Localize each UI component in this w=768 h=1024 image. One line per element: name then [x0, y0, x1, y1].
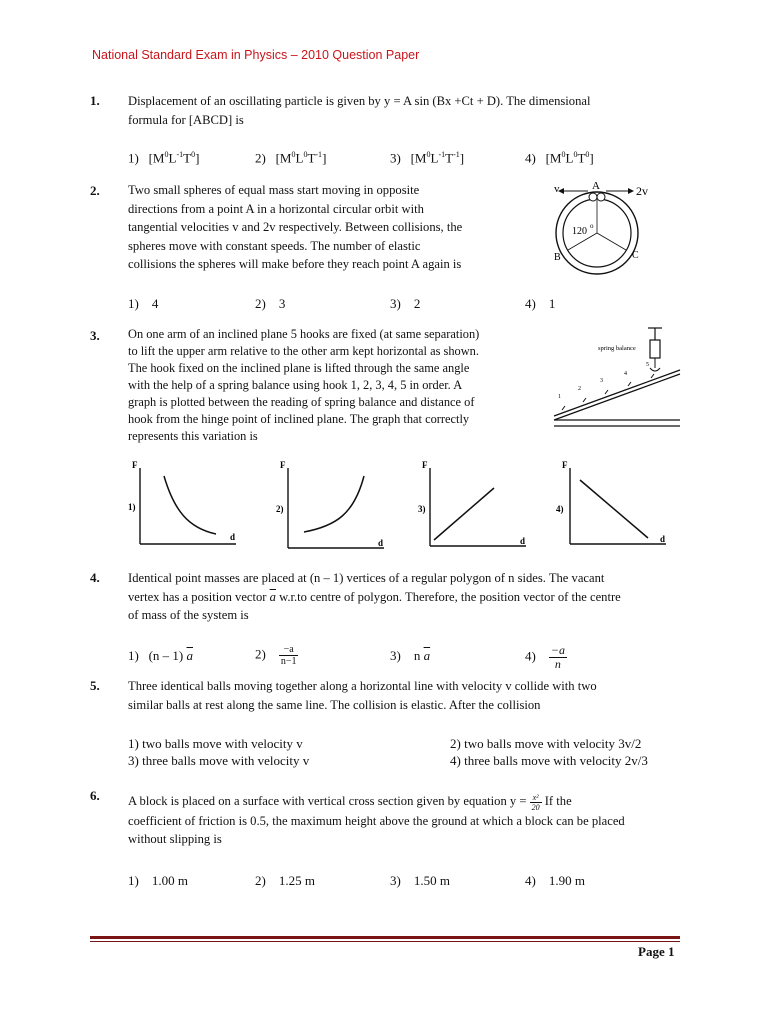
question-4-line-2 — [128, 588, 621, 607]
question-3-line-6: hook from the hinge point of inclined plane. The graph that correctly — [128, 412, 470, 426]
question-4-option-2[interactable] — [255, 644, 298, 667]
option-number: 1) — [128, 296, 139, 311]
question-6-line-1 — [128, 792, 625, 812]
option-number: 3) — [390, 873, 401, 888]
option-value: 4 — [151, 296, 159, 311]
option-close: ] — [459, 150, 465, 166]
option-number: 1) — [128, 648, 139, 663]
question-6-option-2[interactable] — [255, 873, 315, 889]
question-2-line-5: collisions the spheres will make before they reach point A again is — [128, 257, 462, 271]
footer-divider-thin — [90, 941, 680, 942]
label-angle: 120 — [572, 226, 587, 237]
option-value: 1.25 m — [278, 873, 315, 888]
option-value: 1.90 m — [548, 873, 585, 888]
label-b: B — [554, 252, 561, 263]
question-5-option-1[interactable]: 1) two balls move with velocity v — [128, 736, 303, 751]
document-header-title: National Standard Exam in Physics – 2010 Question Paper — [92, 48, 420, 62]
option-exp-m: 0 — [291, 150, 296, 159]
question-1-option-1[interactable] — [128, 150, 199, 166]
spring-balance-icon — [650, 340, 660, 358]
option-dim-m: [M — [275, 150, 292, 166]
linear-increasing-line — [434, 488, 494, 540]
increasing-curve — [304, 476, 364, 532]
question-3-line-7: represents this variation is — [128, 429, 258, 443]
question-1-text — [128, 92, 590, 129]
question-5-option-2[interactable]: 2) two balls move with velocity 3v/2 — [450, 736, 642, 751]
y-label: F — [132, 460, 138, 470]
hook-label-2: 2 — [578, 386, 581, 392]
question-2-line-3: tangential velocities v and 2v respectively. Between collisions, the — [128, 220, 463, 234]
option-dim-l: L — [295, 150, 304, 166]
option-number: 1) — [128, 150, 139, 166]
question-3-line-5: graph is plotted between the reading of spring balance and distance of — [128, 395, 475, 409]
question-6-option-4[interactable] — [525, 873, 585, 889]
hook-icon — [650, 368, 660, 371]
decreasing-curve — [164, 476, 216, 534]
hook-label-4: 4 — [624, 371, 627, 377]
option-value: 1 — [548, 296, 556, 311]
footer-divider-thick — [90, 936, 680, 939]
label-degree: o — [590, 222, 594, 230]
fraction — [279, 644, 299, 667]
line-2-pre: vertex has a position vector — [128, 589, 270, 604]
graph-option-1[interactable] — [126, 458, 246, 554]
denominator: n — [554, 657, 561, 671]
question-6-option-3[interactable] — [390, 873, 450, 889]
option-exp-t: 0 — [191, 150, 196, 159]
equation-numerator: x² — [530, 793, 542, 803]
option-value: 1.00 m — [151, 873, 188, 888]
option-dim-l: L — [168, 150, 177, 166]
question-2-number: 2. — [90, 183, 100, 198]
option-number: 3) — [390, 150, 401, 166]
question-3-line-2: to lift the upper arm relative to the other arm kept horizontal as shown. — [128, 344, 479, 358]
option-pre: (n – 1) — [148, 648, 187, 663]
option-number: 3) — [390, 648, 401, 663]
y-label: F — [422, 460, 428, 470]
question-4-option-1[interactable] — [128, 648, 193, 664]
option-exp-m: 0 — [561, 150, 566, 159]
option-number: 1) — [128, 873, 139, 888]
question-4-text — [128, 569, 621, 625]
option-number: 2) — [255, 296, 266, 311]
label-2v: 2v — [636, 184, 648, 198]
question-2-text — [128, 181, 462, 274]
option-exp-t: -1 — [315, 150, 323, 159]
hook-label-5: 5 — [646, 362, 649, 368]
question-4-line-1: Identical point masses are placed at (n – 1) vertices of a regular polygon of n sides. The vacant — [128, 571, 605, 585]
question-4-option-3[interactable] — [390, 648, 430, 664]
question-6-option-1[interactable] — [128, 873, 188, 889]
sphere-right — [597, 193, 605, 201]
question-3-line-1: On one arm of an inclined plane 5 hooks are fixed (at same separation) — [128, 327, 480, 341]
circular-orbit-figure — [548, 180, 658, 276]
question-6-line-2: coefficient of friction is 0.5, the maximum height above the ground at which a block can be placed — [128, 813, 625, 828]
question-5-line-2: similar balls at rest along the same line. The collision is elastic. After the collision — [128, 697, 541, 712]
question-5-number: 5. — [90, 678, 100, 693]
equation-fraction — [530, 793, 542, 812]
question-2-option-4[interactable] — [525, 296, 555, 312]
option-exp-m: 0 — [426, 150, 431, 159]
option-exp-l: 0 — [573, 150, 578, 159]
question-2-option-2[interactable] — [255, 296, 285, 312]
hook-label-3: 3 — [600, 378, 603, 384]
option-value: 1.50 m — [413, 873, 450, 888]
graph-option-3[interactable] — [416, 458, 536, 554]
option-exp-l: -1 — [438, 150, 446, 159]
line-1-post: If the — [541, 794, 572, 808]
graph-number: 1) — [128, 502, 136, 512]
option-dim-t: T — [445, 150, 454, 166]
option-value: 2 — [413, 296, 421, 311]
question-4-line-3: of mass of the system is — [128, 608, 249, 622]
question-2-line-1: Two small spheres of equal mass start moving in opposite — [128, 183, 420, 197]
question-6-number: 6. — [90, 788, 100, 803]
option-dim-l: L — [565, 150, 574, 166]
question-1-line-1: Displacement of an oscillating particle is given by y = A sin (Bx +Ct + D). The dimensional — [128, 94, 591, 108]
x-label: d — [660, 534, 666, 544]
x-label: d — [378, 538, 384, 548]
spring-balance-label: spring balance — [598, 345, 636, 352]
y-label: F — [280, 460, 286, 470]
inclined-arm-top — [554, 370, 680, 416]
question-1-option-3[interactable] — [390, 150, 464, 166]
vector-a: $\overline{a}$ — [423, 648, 431, 663]
option-exp-m: 0 — [164, 150, 169, 159]
option-close: ] — [589, 150, 594, 166]
question-6-text — [128, 792, 625, 849]
arrowhead-2v — [628, 188, 634, 194]
option-dim-t: T — [307, 150, 316, 166]
option-number: 3) — [390, 296, 401, 311]
question-1-option-4[interactable] — [525, 150, 594, 166]
fraction — [549, 644, 567, 671]
label-c: C — [632, 250, 639, 261]
option-dim-t: T — [183, 150, 192, 166]
x-label: d — [230, 532, 236, 542]
vector-a: $\overline{a}$ — [186, 648, 194, 663]
option-dim-m: [M — [148, 150, 165, 166]
y-label: F — [562, 460, 568, 470]
option-dim-t: T — [577, 150, 586, 166]
question-2-line-2: directions from a point A in a horizontal circular orbit with — [128, 201, 424, 216]
label-v: v — [554, 183, 560, 195]
question-5-option-3[interactable]: 3) three balls move with velocity v — [128, 753, 310, 768]
option-close: ] — [195, 150, 200, 166]
question-1-number: 1. — [90, 93, 100, 108]
graph-option-4[interactable] — [556, 458, 676, 554]
question-2-option-3[interactable] — [390, 296, 420, 312]
option-dim-m: [M — [545, 150, 562, 166]
page-number: Page 1 — [638, 944, 675, 959]
question-5-text — [128, 677, 597, 714]
inclined-plane-figure — [552, 322, 682, 432]
option-value: 3 — [278, 296, 286, 311]
option-exp-t: 0 — [585, 150, 590, 159]
question-5-option-4[interactable]: 4) three balls move with velocity 2v/3 — [450, 753, 648, 768]
option-number: 2) — [255, 873, 266, 888]
question-2-option-1[interactable] — [128, 296, 158, 312]
graph-option-2[interactable] — [274, 458, 394, 558]
question-1-line-2: formula for [ABCD] is — [128, 112, 244, 127]
option-close: ] — [322, 150, 327, 166]
option-number: 4) — [525, 150, 536, 166]
radius-c — [597, 233, 626, 250]
option-pre: n — [413, 648, 424, 663]
question-4-number: 4. — [90, 570, 100, 585]
hook-marks — [562, 374, 654, 410]
graph-number: 4) — [556, 504, 564, 514]
question-3-line-4: with the help of a spring balance using hook 1, 2, 3, 4, 5 in order. A — [128, 378, 463, 392]
numerator: −a — [279, 644, 299, 656]
linear-decreasing-line — [580, 480, 648, 538]
option-number: 2) — [255, 150, 266, 166]
label-a: A — [592, 180, 600, 192]
graph-number: 3) — [418, 504, 426, 514]
option-number: 4) — [525, 296, 536, 311]
option-dim-m: [M — [410, 150, 427, 166]
x-label: d — [520, 536, 526, 546]
numerator: −a — [550, 643, 565, 657]
option-number: 2) — [255, 646, 266, 662]
question-6-line-3: without slipping is — [128, 832, 222, 847]
question-3-text — [128, 326, 528, 445]
question-3-line-3: The hook fixed on the inclined plane is lifted through the same angle — [128, 361, 470, 375]
option-number: 4) — [525, 873, 536, 888]
equation-denominator: 20 — [531, 802, 540, 812]
hook-label-1: 1 — [558, 394, 561, 400]
option-dim-l: L — [430, 150, 439, 166]
sphere-left — [589, 193, 597, 201]
graph-number: 2) — [276, 504, 284, 514]
line-1-pre: A block is placed on a surface with vertical cross section given by equation y = — [128, 794, 530, 808]
inclined-arm-bottom — [554, 374, 680, 420]
option-exp-t: -1 — [453, 150, 460, 159]
option-exp-l: -1 — [176, 150, 184, 159]
question-2-line-4: spheres move with constant speeds. The number of elastic — [128, 238, 421, 253]
question-4-option-4[interactable] — [525, 644, 567, 671]
vector-a: $\overline{a}$ — [269, 589, 276, 604]
question-5-line-1: Three identical balls moving together along a horizontal line with velocity v collide with two — [128, 679, 597, 693]
denominator: n−1 — [280, 656, 297, 667]
option-number: 4) — [525, 648, 536, 664]
option-exp-l: 0 — [303, 150, 308, 159]
question-1-option-2[interactable] — [255, 150, 326, 166]
question-3-number: 3. — [90, 328, 100, 343]
line-2-post: w.r.to centre of polygon. Therefore, the position vector of the centre — [275, 589, 621, 604]
